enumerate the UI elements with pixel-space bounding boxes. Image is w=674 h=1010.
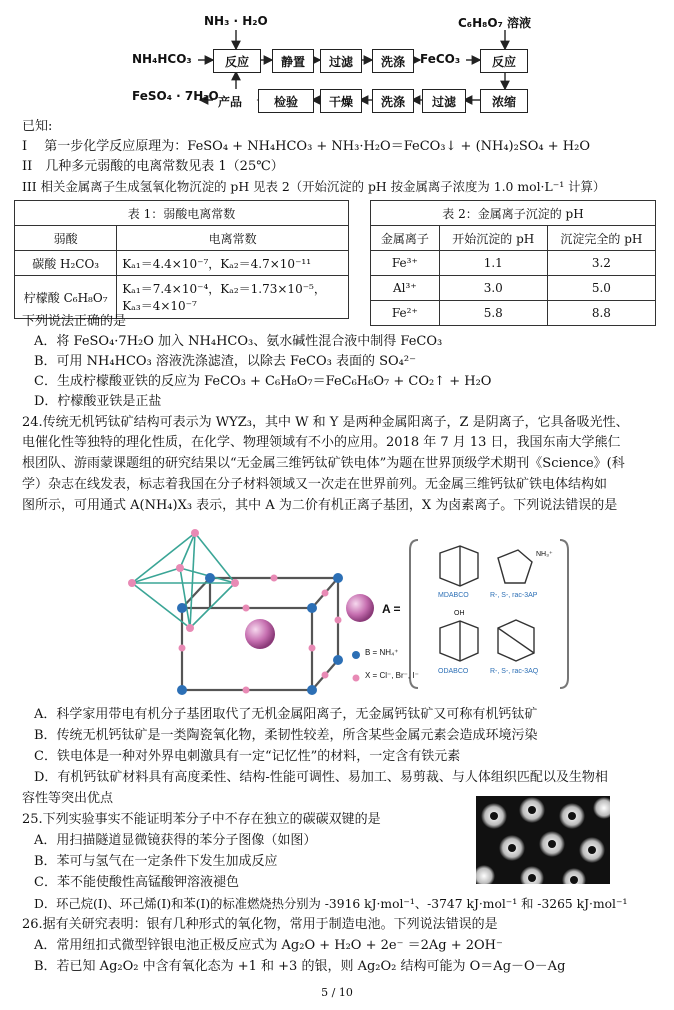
q26-option-b: B．若已知 Ag₂O₂ 中含有氧化态为 +1 和 +3 的银，则 Ag₂O₂ 结构可能为 O＝Ag－O－Ag	[34, 959, 566, 974]
q25-option-b: B．苯可与氢气在一定条件下发生加成反应	[34, 854, 278, 869]
table2-title: 表 2：金属离子沉淀的 pH	[371, 201, 656, 226]
q26-stem: 26.据有关研究表明：银有几种形式的氧化物，常用于制造电池。下列说法错误的是	[22, 917, 498, 932]
benzene-stm-graphic	[476, 796, 610, 884]
flow-box-stand: 静置	[272, 49, 314, 73]
flow-nh4hco3: NH₄HCO₃	[132, 52, 192, 66]
table1-title: 表 1：弱酸电离常数	[15, 201, 349, 226]
q23-option-a: A．将 FeSO₄·7H₂O 加入 NH₄HCO₃、氨水碱性混合液中制得 FeCO₃	[34, 334, 443, 349]
flow-feco3: FeCO₃	[420, 52, 461, 66]
table2-r2-ion: Al³⁺	[371, 276, 440, 301]
table1-h2: 电离常数	[117, 226, 349, 251]
flow-product: 产品	[218, 95, 243, 109]
flow-box-filter1: 过滤	[320, 49, 362, 73]
flow-box-dry: 干燥	[320, 89, 362, 113]
table2-r3-ion: Fe²⁺	[371, 301, 440, 326]
q24-option-d-line1: D．有机钙钛矿材料具有高度柔性、结构-性能可调性、易加工、易剪裁、与人体组织匹配以及生物相	[34, 770, 608, 785]
table2-r2-start: 3.0	[439, 276, 547, 301]
table1-r2c2-line2: Kₐ₃＝4×10⁻⁷	[122, 299, 197, 313]
figure-legend-b: B = NH₄⁺	[365, 648, 399, 657]
table2-r1-end: 3.2	[547, 251, 655, 276]
figure-odabco: ODABCO	[438, 668, 469, 675]
known-header: 已知:	[22, 119, 53, 134]
table1-r1c1: 碳酸 H₂CO₃	[15, 251, 117, 276]
q25-option-a: A．用扫描隧道显微镜获得的苯分子图像（如图）	[34, 833, 317, 848]
flow-box-concentrate: 浓缩	[480, 89, 528, 113]
q24-option-b: B．传统无机钙钛矿是一类陶瓷氧化物，柔韧性较差，所含某些金属元素会造成环境污染	[34, 728, 538, 743]
q23-option-c: C．生成柠檬酸亚铁的反应为 FeCO₃ + C₆H₈O₇＝FeC₆H₆O₇ + CO₂↑ + H₂O	[34, 374, 492, 389]
q23-stem: 下列说法正确的是	[22, 314, 127, 329]
q23-option-d: D．柠檬酸亚铁是正盐	[34, 394, 162, 409]
figure-mdabco: MDABCO	[438, 592, 469, 599]
figure-a-label: A =	[382, 602, 401, 616]
table-2	[370, 200, 656, 326]
known-ii: II 几种多元弱酸的电离常数见表 1（25℃）	[22, 159, 284, 174]
table2-r3-start: 5.8	[439, 301, 547, 326]
q26-option-a: A．常用纽扣式微型锌银电池正极反应式为 Ag₂O + H₂O + 2e⁻ ＝2Ag + 2OH⁻	[34, 938, 503, 953]
table2-r1-ion: Fe³⁺	[371, 251, 440, 276]
q25-option-d: D．环己烷(I)、环己烯(I)和苯(I)的标准燃烧热分别为 -3916 kJ·mol⁻¹、-3747 kJ·mol⁻¹ 和 -3265 kJ·mol⁻¹	[34, 897, 628, 911]
flow-box-inspect: 检验	[258, 89, 314, 113]
table2-r3-end: 8.8	[547, 301, 655, 326]
benzene-stm-image	[476, 796, 610, 884]
figure-nh3plus: NH₃⁺	[536, 551, 553, 558]
perovskite-figure	[120, 528, 570, 698]
known-i: I 第一步化学反应原理为：FeSO₄ + NH₄HCO₃ + NH₃·H₂O＝FeCO₃↓ + (NH₄)₂SO₄ + H₂O	[22, 139, 590, 154]
figure-3aq: R-, S-, rac-3AQ	[490, 668, 539, 675]
table1-r2c2-line1: Kₐ₁＝7.4×10⁻⁴，Kₐ₂＝1.73×10⁻⁵，	[122, 282, 326, 296]
table1-h1: 弱酸	[15, 226, 117, 251]
flow-box-wash1: 洗涤	[372, 49, 414, 73]
known-iii: III 相关金属离子生成氢氧化物沉淀的 pH 见表 2（开始沉淀的 pH 按金属离子浓度为 1.0 mol·L⁻¹ 计算）	[22, 179, 606, 194]
q24-line5: 图所示，可用通式 A(NH₄)X₃ 表示，其中 A 为二价有机正离子基团，X 为卤素离子。下列说法错误的是	[22, 498, 618, 513]
q25-stem: 25.下列实验事实不能证明苯分子中不存在独立的碳碳双键的是	[22, 812, 381, 827]
table1-r1c2: Kₐ₁＝4.4×10⁻⁷，Kₐ₂＝4.7×10⁻¹¹	[117, 251, 349, 276]
table1-r2c1: 柠檬酸 C₆H₈O₇	[15, 276, 117, 319]
flow-box-wash2: 洗涤	[372, 89, 414, 113]
q24-line4: 学）杂志在线发表，标志着我国在分子材料领域又一次走在世界前列。无金属三维钙钛矿铁电体结构如	[22, 477, 608, 492]
table2-h3: 沉淀完全的 pH	[547, 226, 655, 251]
flow-box-filter2: 过滤	[422, 89, 466, 113]
q24-option-d-line2: 容性等突出优点	[22, 791, 114, 806]
q24-line1: 24.传统无机钙钛矿结构可表示为 WYZ₃，其中 W 和 Y 是两种金属阳离子，Z 是阴离子，它具备吸光性、	[22, 415, 629, 430]
table1-r2c2	[117, 276, 349, 319]
page-number: 5 / 10	[321, 986, 353, 999]
q25-option-c: C．苯不能使酸性高锰酸钾溶液褪色	[34, 875, 239, 890]
table-1	[14, 200, 349, 319]
flow-box-react1: 反应	[213, 49, 261, 73]
table2-h1: 金属离子	[371, 226, 440, 251]
flow-box-react2: 反应	[480, 49, 528, 73]
table2-r2-end: 5.0	[547, 276, 655, 301]
q24-option-a: A．科学家用带电有机分子基团取代了无机金属阳离子，无金属钙钛矿又可称有机钙钛矿	[34, 707, 538, 722]
q24-line2: 电催化性等独特的理化性质，在化学、物理领域有不小的应用。2018 年 7 月 13 日，我国东南大学熊仁	[22, 435, 621, 450]
table2-r1-start: 1.1	[439, 251, 547, 276]
table2-h2: 开始沉淀的 pH	[439, 226, 547, 251]
figure-3ap: R-, S-, rac-3AP	[490, 592, 538, 599]
flow-c6h8o7: C₆H₈O₇ 溶液	[458, 16, 531, 30]
flow-nh3: NH₃ · H₂O	[204, 14, 268, 28]
q24-option-c: C．铁电体是一种对外界电刺激具有一定“记忆性”的材料，一定含有铁元素	[34, 749, 461, 764]
figure-oh: OH	[454, 610, 465, 617]
figure-legend-x: X = Cl⁻, Br⁻, I⁻	[365, 671, 419, 680]
flow-feso4: FeSO₄ · 7H₂O	[132, 89, 219, 103]
q24-line3: 根团队、游雨蒙课题组的研究结果以“无金属三维钙钛矿铁电体”为题在世界顶级学术期刊《Science》(科	[22, 456, 625, 471]
q23-option-b: B．可用 NH₄HCO₃ 溶液洗涤滤渣，以除去 FeCO₃ 表面的 SO₄²⁻	[34, 354, 416, 369]
